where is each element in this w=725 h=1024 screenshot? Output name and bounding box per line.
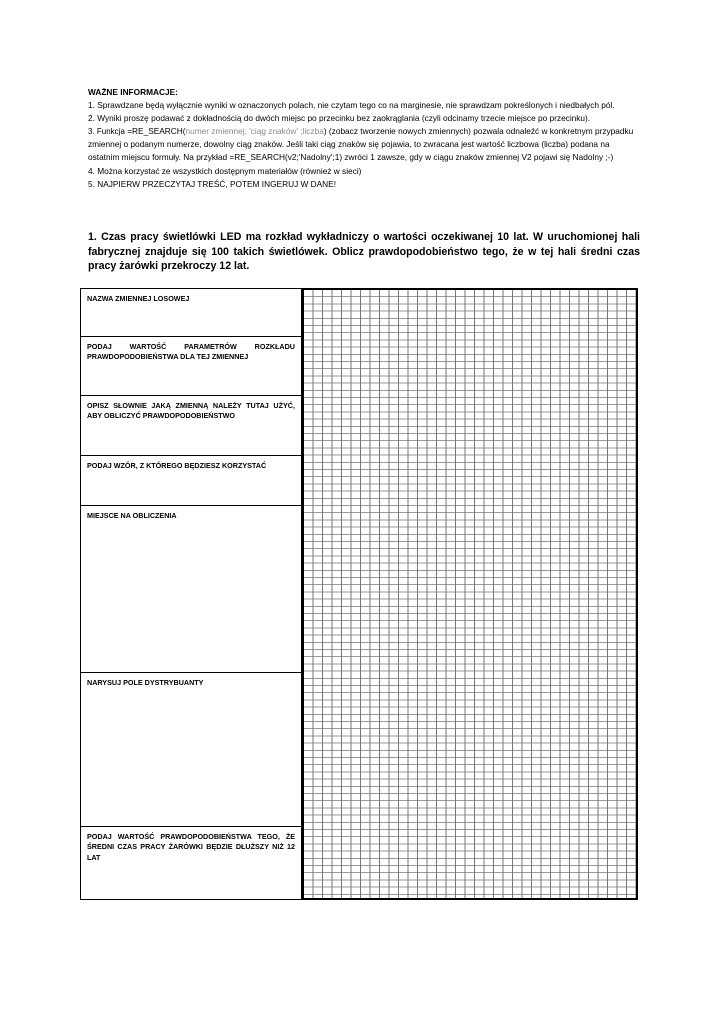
row-label: PODAJ WARTOŚĆ PRAWDOPODOBIEŃSTWA TEGO, ŻE ŚREDNI CZAS PRACY ŻARÓWKI BĘDZIE DŁUŻSZY NIŻ 12 LAT [87, 832, 295, 862]
info-line-3-prefix: 3. Funkcja [88, 127, 125, 137]
info-line-3-rest: ) (zobacz tworzenie nowych zmiennych) pozwala odnaleźć w konkretnym przypadku zmiennej o podanym numerze, dowolny ciąg znaków. Jeśli taki ciąg znaków się pojawia, to zwracana jest wartość liczbowa (liczba) podana na ostatnim miejscu formuły. Na przykład =RE_SEARCH(v2;'Nadolny';1) zwróci 1 zawsze, gdy w ciągu znaków zmiennej V2 pojawi się Nadolny ;-) [88, 126, 634, 163]
answer-table [80, 288, 638, 900]
answer-grid-area[interactable] [302, 288, 638, 900]
row-label: PODAJ WARTOŚĆ PARAMETRÓW ROZKŁADU PRAWDOPODOBIEŃSTWA DLA TEJ ZMIENNEJ [87, 342, 295, 362]
row-label: MIEJSCE NA OBLICZENIA [87, 511, 177, 520]
row-formula [81, 456, 301, 506]
row-label: NAZWA ZMIENNEJ LOSOWEJ [87, 294, 190, 303]
row-cdf-area [81, 673, 301, 827]
row-probability-answer [81, 827, 301, 899]
row-label: NARYSUJ POLE DYSTRYBUANTY [87, 678, 204, 687]
task-statement: 1. Czas pracy świetlówki LED ma rozkład wykładniczy o wartości oczekiwanej 10 lat. W uruchomionej hali fabrycznej znajduje się 100 takich świetlówek. Oblicz prawdopodobieństwo tego, że w tej hali średni czas pracy żarówki przekroczy 12 lat. [88, 231, 640, 273]
info-line-2: 2. Wyniki proszę podawać z dokładnością do dwóch miejsc po przecinku bez zaokrąglania (czyli odcinamy trzecie miejsce po przecinku). [88, 113, 591, 124]
row-label: PODAJ WZÓR, Z KTÓREGO BĘDZIESZ KORZYSTAĆ [87, 461, 267, 470]
info-line-3-args: numer zmiennej; 'ciąg znaków' ;liczba [185, 126, 324, 137]
row-label: OPISZ SŁOWNIE JAKĄ ZMIENNĄ NALEŻY TUTAJ UŻYĆ, ABY OBLICZYĆ PRAWDOPODOBIEŃSTWO [87, 401, 295, 421]
info-line-3-func: =RE_SEARCH( [124, 126, 186, 137]
info-line-5: 5. NAJPIERW PRZECZYTAJ TREŚĆ, POTEM INGERUJ W DANE! [88, 178, 337, 189]
row-distribution-parameters [81, 337, 301, 396]
info-title: WAŻNE INFORMACJE: [88, 87, 178, 97]
important-info [88, 86, 640, 191]
info-line-1: 1. Sprawdzane będą wyłącznie wyniki w oznaczonych polach, nie czytam tego co na marginesie, nie sprawdzam pokreślonych i niedbałych pól. [88, 100, 615, 111]
info-line-4: 4. Można korzystać ze wszystkich dostępnym materiałów (również w sieci) [88, 165, 362, 176]
row-calculations [81, 506, 301, 673]
row-describe-variable [81, 396, 301, 456]
row-variable-name [81, 289, 301, 337]
label-column [81, 289, 301, 899]
info-line-3 [88, 125, 640, 164]
